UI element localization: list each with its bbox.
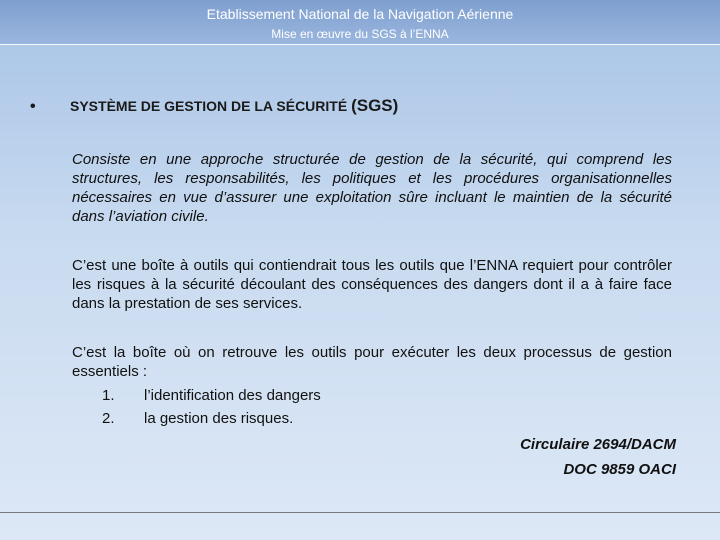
list-item-label: l’identification des dangers <box>144 387 321 404</box>
footer-divider <box>0 512 720 513</box>
processes-intro-paragraph: C’est la boîte où on retrouve les outils pour exécuter les deux processus de gestion essentiels : <box>72 344 672 380</box>
circular-reference: Circulaire 2694/DACM <box>520 436 676 453</box>
references <box>520 432 676 482</box>
list-item <box>102 407 321 430</box>
definition-paragraph: Consiste en une approche structurée de gestion de la sécurité, qui comprend les structures, les responsabilités, les politiques et les procédures organisationnelles nécessaires en vue d’assurer une exploitation sûre incluant le maintien de la sécurité dans l’aviation civile. <box>72 151 672 225</box>
section-heading <box>30 96 398 116</box>
heading-abbreviation: (SGS) <box>351 96 399 115</box>
slide-header <box>0 0 720 44</box>
list-item-number: 1. <box>102 387 115 404</box>
processes-list <box>102 384 321 430</box>
list-item-number: 2. <box>102 410 115 427</box>
list-item-label: la gestion des risques. <box>144 410 294 427</box>
doc-reference: DOC 9859 OACI <box>563 461 676 478</box>
header-divider <box>0 44 720 45</box>
heading-text: SYSTÈME DE GESTION DE LA SÉCURITÉ <box>70 98 352 114</box>
list-item <box>102 384 321 407</box>
bullet-icon: • <box>30 98 36 115</box>
slide-subtitle: Mise en œuvre du SGS à l’ENNA <box>271 27 449 41</box>
toolbox-paragraph: C’est une boîte à outils qui contiendrait tous les outils que l’ENNA requiert pour contrôler les risques à la sécurité découlant des conséquences des dangers dont il a à faire face dans la prestation de ses services. <box>72 257 672 312</box>
organization-title: Etablissement National de la Navigation Aérienne <box>206 6 514 22</box>
